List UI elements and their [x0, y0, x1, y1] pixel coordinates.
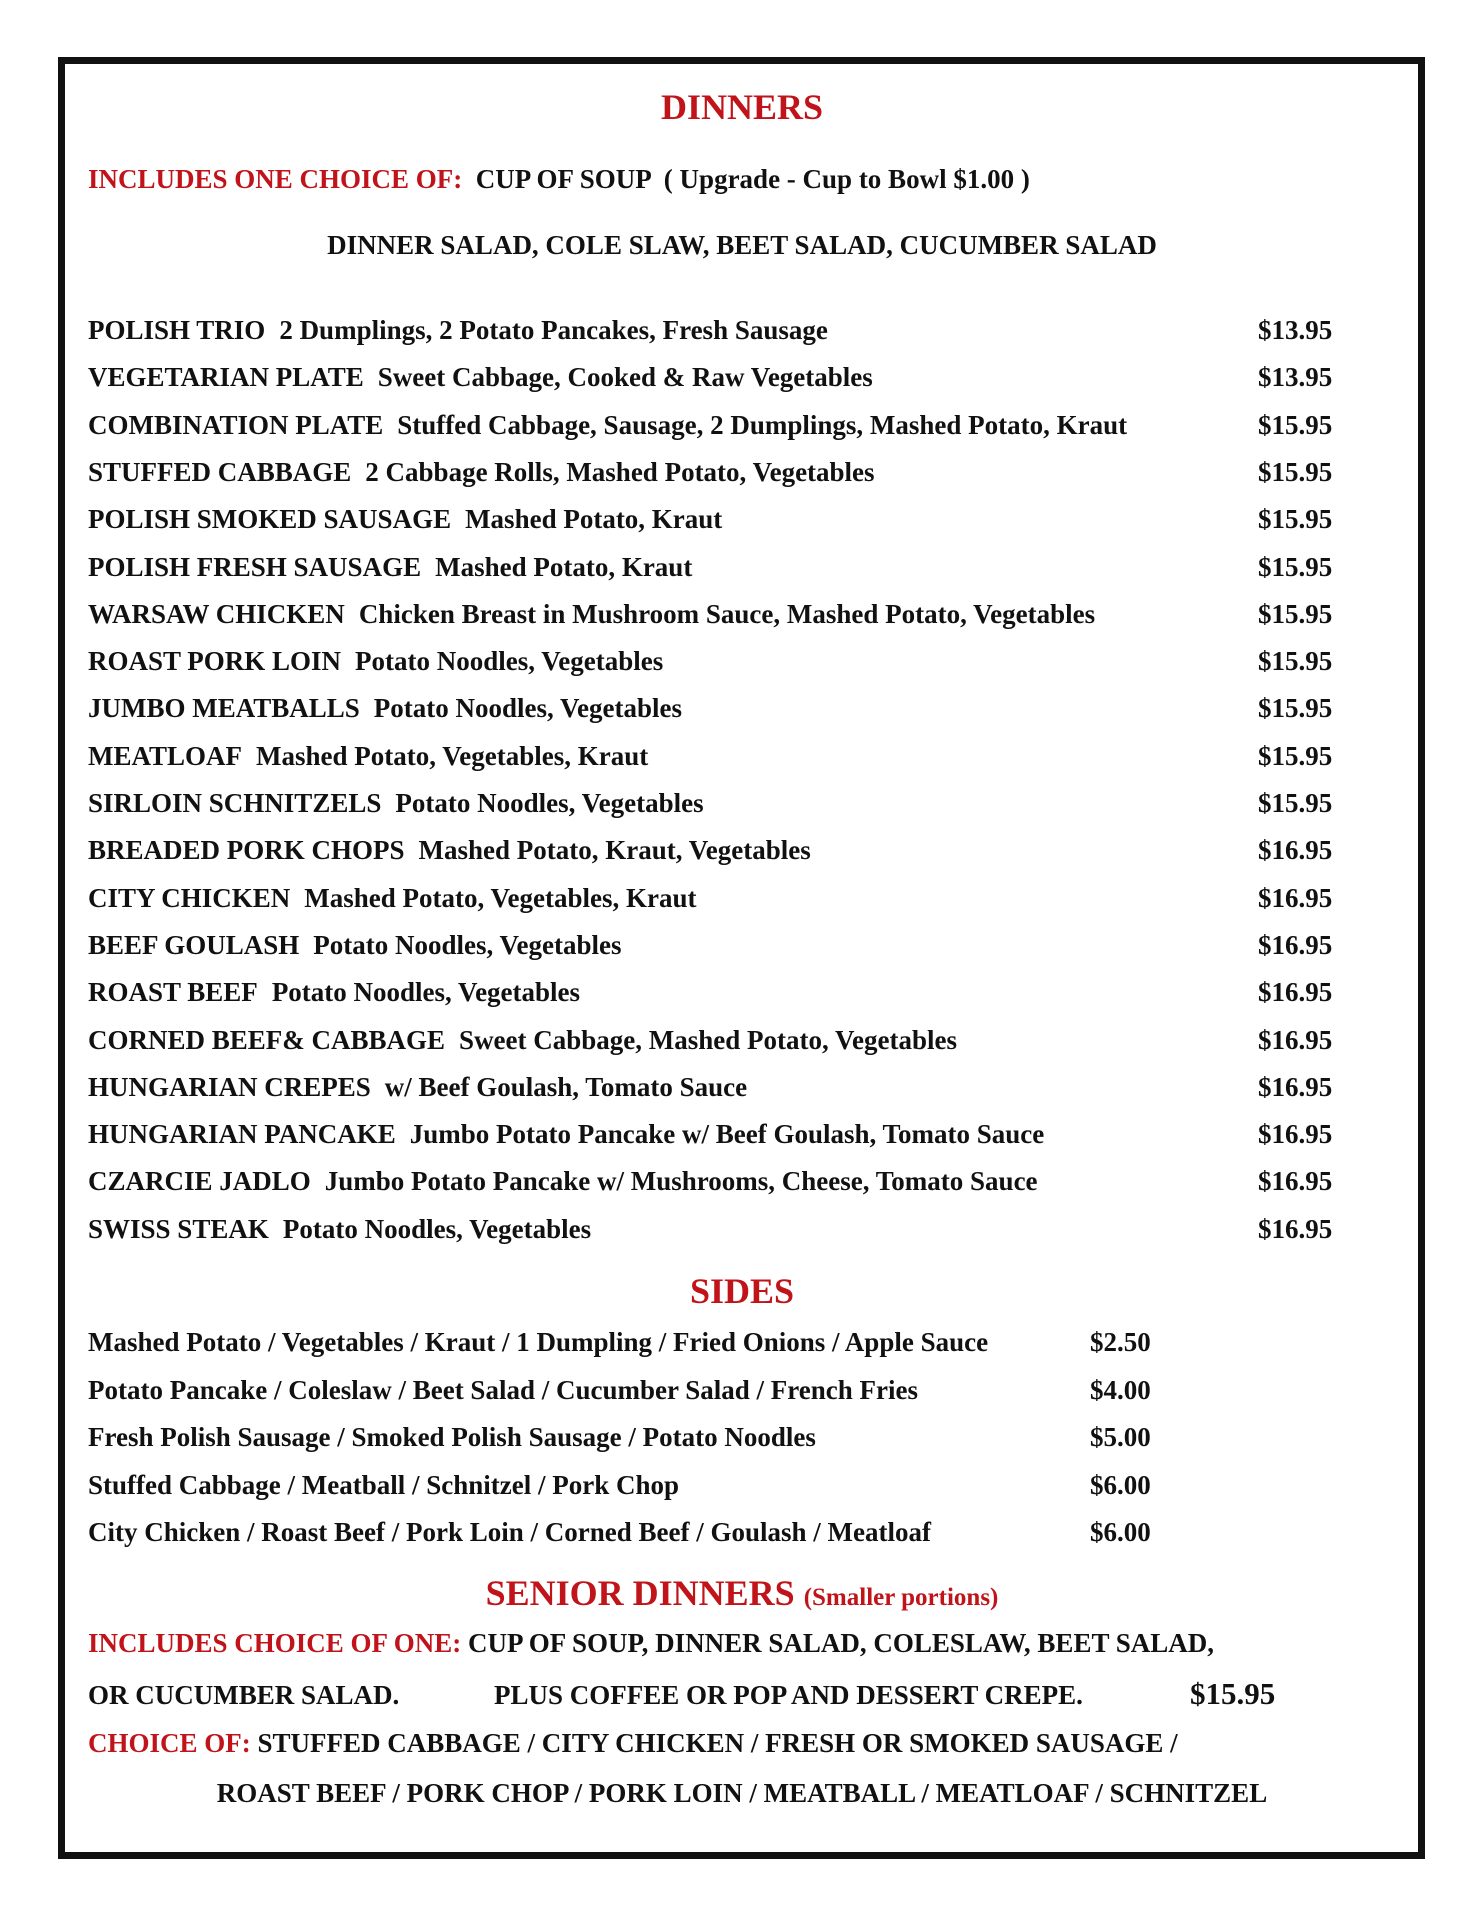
dinner-item-desc: Potato Noodles, Vegetables	[395, 788, 704, 818]
dinner-item-price: $13.95	[1258, 362, 1333, 392]
dinner-item	[88, 690, 682, 726]
dinner-item	[88, 1116, 1044, 1152]
dinner-item	[88, 407, 1127, 443]
dinner-item-price: $16.95	[1258, 883, 1333, 913]
side-item-price: $2.50	[1090, 1327, 1151, 1357]
side-item-price: $5.00	[1090, 1422, 1151, 1452]
dinners-includes-line	[88, 164, 1030, 195]
dinner-item-desc: Mashed Potato, Kraut	[465, 504, 723, 534]
dinner-item-name: CZARCIE JADLO	[88, 1166, 311, 1196]
dinner-item	[88, 596, 1095, 632]
dinner-item-desc: Potato Noodles, Vegetables	[271, 977, 581, 1007]
dinner-item-name: SWISS STEAK	[88, 1214, 269, 1244]
dinner-item-name: CORNED BEEF& CABBAGE	[88, 1025, 446, 1055]
dinner-item-name: HUNGARIAN PANCAKE	[88, 1119, 396, 1149]
senior-includes-label: INCLUDES CHOICE OF ONE:	[88, 1628, 462, 1658]
dinner-item-name: STUFFED CABBAGE	[88, 457, 352, 487]
dinner-item-desc: Chicken Breast in Mushroom Sauce, Mashed Potato, Vegetables	[358, 599, 1096, 629]
dinner-item-price: $16.95	[1258, 977, 1333, 1007]
senior-line2-text: OR CUCUMBER SALAD.	[88, 1680, 400, 1710]
dinner-item	[88, 974, 580, 1010]
dinner-item-desc: Mashed Potato, Vegetables, Kraut	[304, 883, 697, 913]
senior-choice-line	[88, 1728, 1178, 1759]
side-item: City Chicken / Roast Beef / Pork Loin / Corned Beef / Goulash / Meatloaf	[88, 1517, 931, 1547]
dinner-item-price: $15.95	[1258, 788, 1333, 818]
dinner-item-desc: Mashed Potato, Kraut, Vegetables	[418, 835, 811, 865]
dinner-item-price: $15.95	[1258, 599, 1333, 629]
dinner-item-name: CITY CHICKEN	[88, 883, 291, 913]
dinner-item-name: POLISH FRESH SAUSAGE	[88, 552, 422, 582]
dinners-includes-line2: DINNER SALAD, COLE SLAW, BEET SALAD, CUCUMBER SALAD	[327, 230, 1157, 260]
dinner-item-desc: Jumbo Potato Pancake w/ Beef Goulash, Tomato Sauce	[409, 1119, 1045, 1149]
dinner-item	[88, 549, 692, 585]
dinner-item-price: $15.95	[1258, 504, 1333, 534]
dinner-item-desc: 2 Cabbage Rolls, Mashed Potato, Vegetables	[365, 457, 875, 487]
dinners-includes-text: CUP OF SOUP ( Upgrade - Cup to Bowl $1.00 )	[475, 164, 1030, 194]
dinner-item	[88, 1211, 591, 1247]
dinner-item-price: $16.95	[1258, 835, 1333, 865]
dinner-item	[88, 1022, 957, 1058]
senior-heading	[0, 1572, 1484, 1614]
dinners-includes-label: INCLUDES ONE CHOICE OF:	[88, 164, 463, 194]
dinner-item-name: JUMBO MEATBALLS	[88, 693, 360, 723]
side-item-price: $4.00	[1090, 1375, 1151, 1405]
senior-includes-line	[88, 1628, 1214, 1659]
dinner-item-price: $15.95	[1258, 693, 1333, 723]
dinner-item-name: ROAST PORK LOIN	[88, 646, 342, 676]
dinner-item	[88, 927, 622, 963]
side-item: Potato Pancake / Coleslaw / Beet Salad / Cucumber Salad / French Fries	[88, 1375, 918, 1405]
dinner-item-desc: w/ Beef Goulash, Tomato Sauce	[384, 1072, 748, 1102]
dinner-item-price: $15.95	[1258, 410, 1333, 440]
dinner-item-desc: Potato Noodles, Vegetables	[355, 646, 664, 676]
dinner-item-name: SIRLOIN SCHNITZELS	[88, 788, 382, 818]
dinner-item	[88, 738, 648, 774]
dinner-item-name: MEATLOAF	[88, 741, 242, 771]
dinner-item-name: BEEF GOULASH	[88, 930, 300, 960]
senior-price: $15.95	[1190, 1676, 1276, 1711]
dinner-item	[88, 1163, 1038, 1199]
dinner-item-desc: Sweet Cabbage, Cooked & Raw Vegetables	[377, 362, 873, 392]
dinner-item-desc: Jumbo Potato Pancake w/ Mushrooms, Cheese, Tomato Sauce	[324, 1166, 1038, 1196]
side-item-price: $6.00	[1090, 1470, 1151, 1500]
senior-subtitle: (Smaller portions)	[803, 1584, 999, 1611]
dinner-item	[88, 785, 704, 821]
dinner-item	[88, 359, 873, 395]
dinner-item	[88, 880, 697, 916]
senior-plus-text: PLUS COFFEE OR POP AND DESSERT CREPE.	[494, 1680, 1083, 1710]
senior-includes-text: CUP OF SOUP, DINNER SALAD, COLESLAW, BEET SALAD,	[468, 1628, 1214, 1658]
dinner-item-desc: Stuffed Cabbage, Sausage, 2 Dumplings, Mashed Potato, Kraut	[397, 410, 1128, 440]
dinner-item-price: $16.95	[1258, 1214, 1333, 1244]
side-item: Fresh Polish Sausage / Smoked Polish Sausage / Potato Noodles	[88, 1422, 816, 1452]
dinner-item-name: POLISH TRIO	[88, 315, 266, 345]
dinner-item-name: VEGETARIAN PLATE	[88, 362, 364, 392]
dinners-heading: DINNERS	[660, 87, 824, 127]
senior-line2	[88, 1676, 1276, 1711]
dinner-item-desc: Mashed Potato, Vegetables, Kraut	[256, 741, 649, 771]
dinner-item	[88, 454, 875, 490]
dinner-item-price: $13.95	[1258, 315, 1333, 345]
dinner-item-price: $15.95	[1258, 741, 1333, 771]
dinner-item-name: POLISH SMOKED SAUSAGE	[88, 504, 452, 534]
dinner-item-price: $16.95	[1258, 1072, 1333, 1102]
dinner-item	[88, 312, 828, 348]
senior-choice-label: CHOICE OF:	[88, 1728, 251, 1758]
dinner-item-desc: Potato Noodles, Vegetables	[282, 1214, 592, 1244]
side-item: Stuffed Cabbage / Meatball / Schnitzel / Pork Chop	[88, 1470, 680, 1500]
side-item: Mashed Potato / Vegetables / Kraut / 1 Dumpling / Fried Onions / Apple Sauce	[88, 1327, 989, 1357]
senior-choice-line2: ROAST BEEF / PORK CHOP / PORK LOIN / MEATBALL / MEATLOAF / SCHNITZEL	[216, 1778, 1268, 1808]
senior-title: SENIOR DINNERS	[485, 1573, 795, 1613]
dinner-item-desc: Mashed Potato, Kraut	[435, 552, 693, 582]
dinner-item-desc: Potato Noodles, Vegetables	[373, 693, 683, 723]
dinner-item-name: BREADED PORK CHOPS	[88, 835, 405, 865]
sides-heading: SIDES	[689, 1271, 795, 1311]
dinner-item-desc: Sweet Cabbage, Mashed Potato, Vegetables	[459, 1025, 958, 1055]
dinner-item-desc: 2 Dumplings, 2 Potato Pancakes, Fresh Sausage	[279, 315, 828, 345]
dinner-item-price: $15.95	[1258, 457, 1333, 487]
dinner-item-price: $15.95	[1258, 552, 1333, 582]
dinner-item-name: HUNGARIAN CREPES	[88, 1072, 371, 1102]
dinner-item	[88, 501, 722, 537]
dinner-item	[88, 643, 663, 679]
dinner-item-price: $16.95	[1258, 1119, 1333, 1149]
dinner-item-name: COMBINATION PLATE	[88, 410, 384, 440]
dinner-item-name: WARSAW CHICKEN	[88, 599, 345, 629]
dinner-item-desc: Potato Noodles, Vegetables	[313, 930, 622, 960]
dinner-item	[88, 832, 811, 868]
side-item-price: $6.00	[1090, 1517, 1151, 1547]
senior-choice-text: STUFFED CABBAGE / CITY CHICKEN / FRESH OR SMOKED SAUSAGE /	[257, 1728, 1178, 1758]
dinner-item-name: ROAST BEEF	[88, 977, 258, 1007]
dinner-item	[88, 1069, 747, 1105]
dinner-item-price: $16.95	[1258, 1166, 1333, 1196]
dinner-item-price: $16.95	[1258, 930, 1333, 960]
dinner-item-price: $15.95	[1258, 646, 1333, 676]
dinner-item-price: $16.95	[1258, 1025, 1333, 1055]
